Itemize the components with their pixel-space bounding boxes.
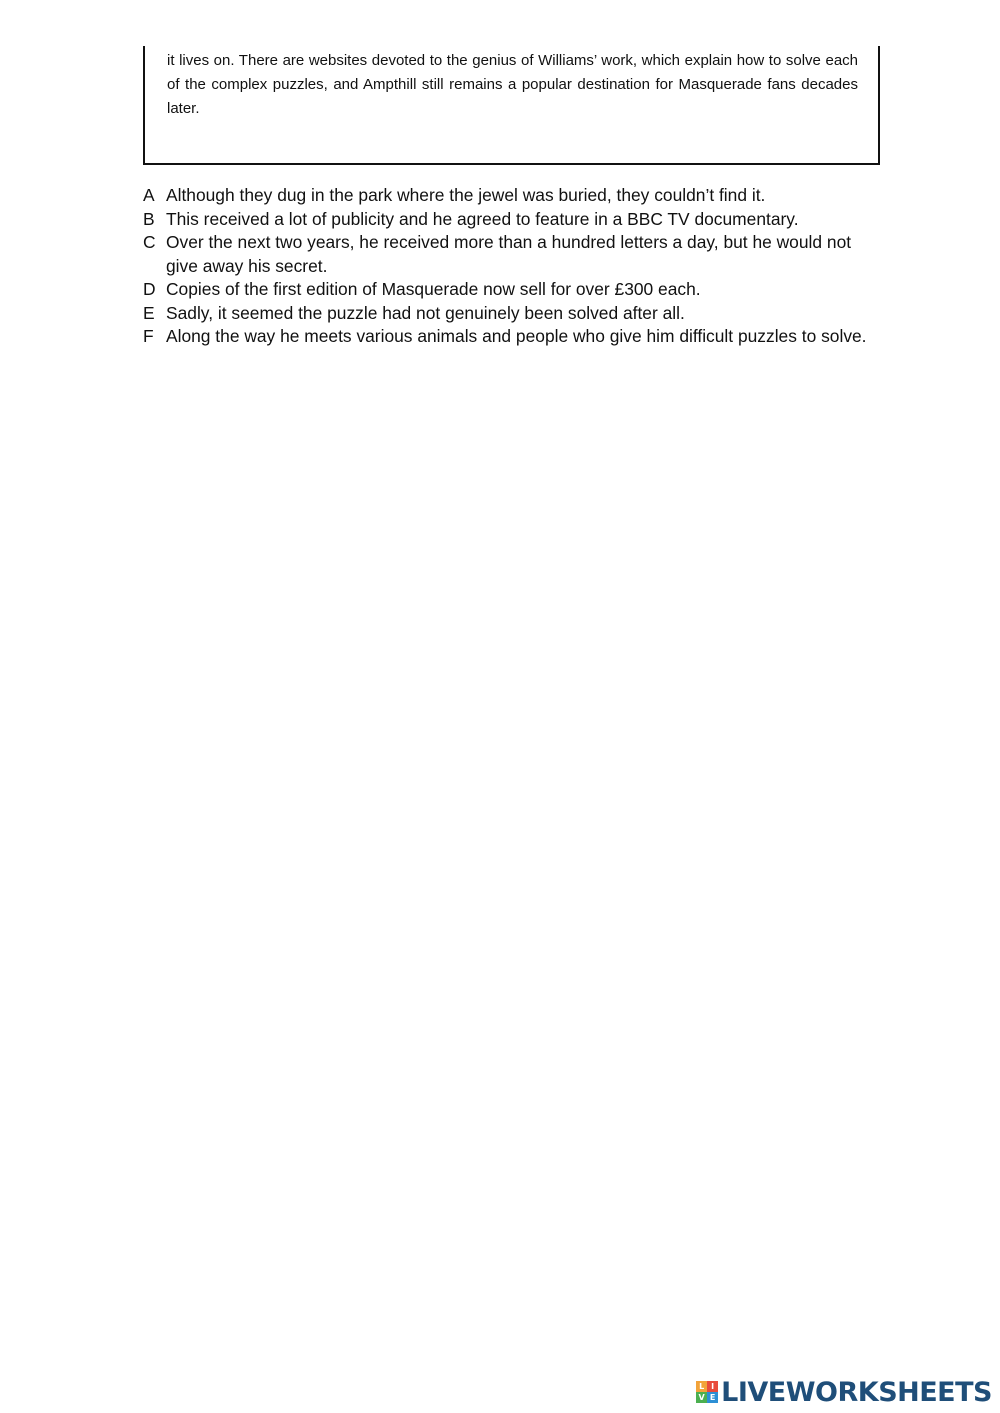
option-text: Along the way he meets various animals and people who give him difficult puzzles to solve. xyxy=(166,326,867,346)
passage-box xyxy=(143,46,880,165)
option-letter: D xyxy=(143,279,156,299)
option-letter: C xyxy=(143,232,156,252)
liveworksheets-brand[interactable] xyxy=(696,1377,992,1407)
option-letter: B xyxy=(143,208,155,229)
option-letter: F xyxy=(143,326,154,346)
option-text: Although they dug in the park where the jewel was buried, they couldn’t find it. xyxy=(166,185,766,205)
logo-cell: I xyxy=(707,1381,718,1392)
option-item xyxy=(143,325,873,349)
option-text: Sadly, it seemed the puzzle had not genuinely been solved after all. xyxy=(166,302,685,323)
option-text: This received a lot of publicity and he agreed to feature in a BBC TV documentary. xyxy=(166,208,799,229)
option-item xyxy=(143,278,873,302)
option-letter: A xyxy=(143,185,155,205)
logo-cell: L xyxy=(696,1381,707,1392)
option-text: Copies of the first edition of Masquerade now sell for over £300 each. xyxy=(166,279,701,299)
option-text: Over the next two years, he received more than a hundred letters a day, but he would not give away his secret. xyxy=(166,232,852,276)
option-item xyxy=(143,302,873,326)
option-item xyxy=(143,184,873,208)
liveworksheets-logo-icon xyxy=(696,1381,718,1403)
passage-text: it lives on. There are websites devoted to the genius of Williams’ work, which explain how to solve each of the complex puzzles, and Ampthill still remains a popular destination for Masquerade fans decades later. xyxy=(167,52,858,117)
options-list xyxy=(143,184,873,349)
logo-cell: V xyxy=(696,1392,707,1403)
logo-cell: E xyxy=(707,1392,718,1403)
option-item xyxy=(143,208,873,232)
brand-name: LIVEWORKSHEETS xyxy=(721,1376,992,1408)
option-item xyxy=(143,231,873,278)
option-letter: E xyxy=(143,302,155,323)
